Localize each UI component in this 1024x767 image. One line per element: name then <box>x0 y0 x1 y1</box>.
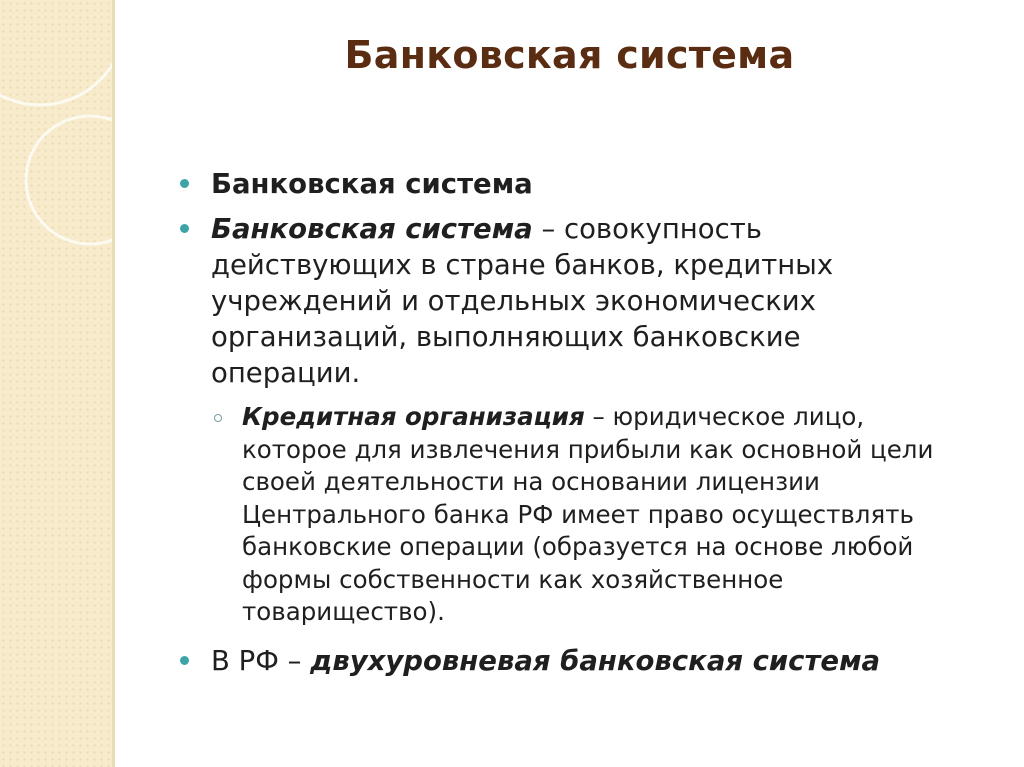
bullet-emphasis: двухуровневая банковская система <box>310 645 881 677</box>
decorative-rings <box>0 0 112 767</box>
bullet-prefix: В РФ – <box>211 645 311 677</box>
bullet-text <box>211 166 951 202</box>
sub-bullet-text <box>242 401 967 629</box>
bullet-marker-icon <box>180 224 189 233</box>
decorative-ring-lower <box>26 116 112 244</box>
sub-bullet-marker-icon <box>214 414 222 422</box>
definition-body: – совокупность действующих в стране банков, кредитных учреждений и отдельных экономических организаций, выполняющих банковские операции. <box>211 213 834 389</box>
definition-term: Банковская система <box>211 213 533 245</box>
sub-definition-term: Кредитная организация <box>242 402 585 431</box>
slide-title: Банковская система <box>344 33 795 77</box>
sub-definition-body: – юридическое лицо, которое для извлечения прибыли как основной цели своей деятельности на основании лицензии Центрального банка РФ имеет право осуществлять банковские операции (образуется на основе любой формы собственности как хозяйственное товарищество). <box>242 402 934 626</box>
bullet-marker-icon <box>180 179 189 188</box>
bullet-bold-text: Банковская система <box>211 168 533 200</box>
bullet-text <box>211 643 951 679</box>
side-panel-edge <box>112 0 115 767</box>
bullet-text <box>211 211 951 391</box>
decorative-ring-upper <box>0 0 112 105</box>
decorative-side-panel <box>0 0 112 767</box>
bullet-marker-icon <box>180 656 189 665</box>
